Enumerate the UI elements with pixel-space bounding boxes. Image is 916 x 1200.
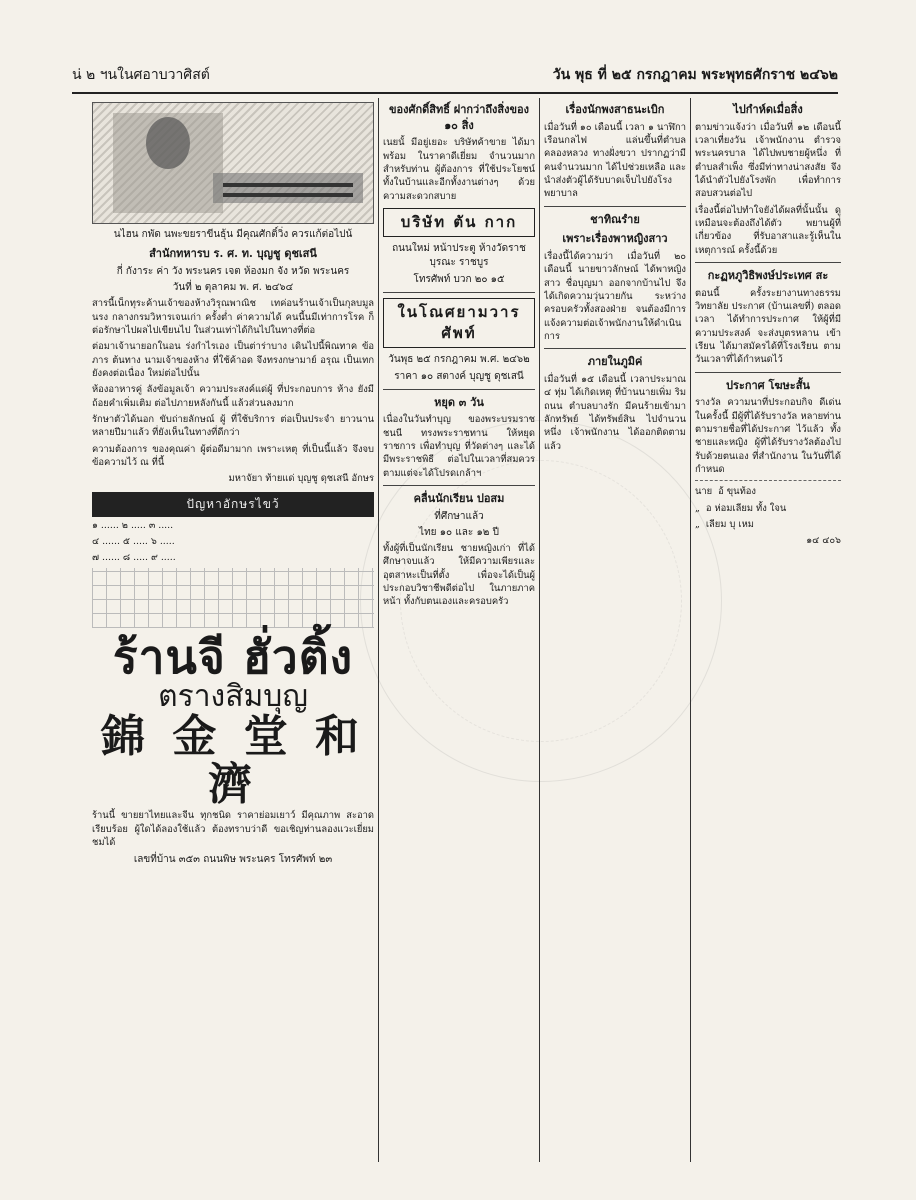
ad-subtitle: ตรางสิมบุญ [158,678,308,714]
class-body: ทั้งผู้ที่เป็นนักเรียน ชายหญิงเก่า ที่ได้ศึกษาจบแล้ว ให้มีความเพียรและ อุตสาหะเป็นที่ตั้ง เพื่อจะได้เป็นผู้ประกอบวิชาชีพดีต่อไป ในภายภาคหน้า ทั้งกับตนเองและครอบครัว [383,543,535,608]
puzzle-row: ๑ ...... ๒ ..... ๓ ..... [92,519,174,531]
column-divider [378,98,379,1162]
illustration [92,102,374,224]
article-body: ตามข่าวแจ้งว่า เมื่อวันที่ ๑๒ เดือนนี้ เวลาเที่ยงวัน เจ้าพนักงาน ตำรวจพระนครบาล ได้ไปพบชายผู้หนึ่ง ที่ตำบลสำเพ็ง ซึ่งมีท่าทางน่าสงสัย จึงได้นำตัวไปยังโรงพัก เพื่อทำการสอบสวนต่อไป [695,121,841,200]
article-heading: ของศักดิ์สิทธิ์ ฝากว่าถึงสิ่งของ ๑๐ สิ่ง [388,103,530,132]
notice-paragraph: ความต้องการ ของคุณค่า ผู้ต่อดีมามาก เพราะเหตุ ที่เป็นนี้แล้ว จึงจบข้อความไว้ ณ ที่นี้ [92,443,374,468]
divider [695,262,841,263]
article-body: เนยนั้ มีอยู่เยอะ บริษัทค้าขาย ได้มาพร้อม ในราคาดีเยี่ยม จำนวนมากสำหรับท่าน ผู้ต้องการ ที่ใช้ประโยชน์ ทั้งในบ้านและอีกทั้งงานต่างๆ ด้วยความสะดวกสบาย [383,137,535,202]
header-left: น่ ๒ ฯนในศอาบวาศิสต์ [72,67,210,83]
column-2 [383,98,535,1162]
article-heading: กะฏหภูวิธิพงษ์ประเทศ สะ [707,269,829,283]
notice-paragraph: รักษาตัวได้นอก ขับถ่ายลักษณ์ ผู้ ที่ใช้บริการ ต่อเป็นประจำ ยาวนาน หลายปีมาแล้ว ที่ยังเห็นในทางที่ดีกว่า [92,413,374,439]
article-body: เมื่อวันที่ ๑๐ เดือนนี้ เวลา ๑ นาฬิกา เรือนกลไฟ แล่นขึ้นที่ตำบลคลองหลวง ทางฝั่งขวา ปรากฏว่ามีคนจำนวนมาก ได้ไปช่วยเหลือ และนำส่งตัวผู้ได้รับบาดเจ็บไปยังโรงพยาบาล [544,121,686,200]
divider [383,485,535,486]
article-body: เมื่อวันที่ ๑๕ เดือนนี้ เวลาประมาณ ๔ ทุ่ม ได้เกิดเหตุ ที่บ้านนายเพิ่ม ริมถนน ตำบลบางรัก มีคนร้ายเข้ามาลักทรัพย์ ได้ทรัพย์สิน ไปจำนวนหนึ่ง เจ้าพนักงาน ได้ออกติดตามแล้ว [544,373,686,452]
article-heading: เรื่องนักพงสาธนะเบิก [565,103,665,116]
list-name: อ ห่อมเลียม ทั้ง ใจน [705,502,787,514]
notice-signature: มหาจัยา ท้ายแด่ บุญชู ดุชเสนี อักษร [228,473,374,485]
article-subheading: เพราะเรื่องพาหญิงสาว [562,232,668,246]
masthead: ในโณศยามวารศัพท์ [383,298,535,349]
divider [383,292,535,293]
list-item [695,518,841,531]
ad-title: ร้านจี ฮั่วติ้ง [112,629,354,684]
ad-chinese-name: 錦 金 堂 和 濟 [101,710,365,811]
article-body: รางวัล ความนาที่ประกอบกิจ ดีเด่น ในครั้งนี้ มีผู้ที่ได้รับรางวัล หลายท่าน ตามรายชื่อที่ได้ประกาศ ไว้แล้ว ทั้งชายและหญิง ผู้ที่ได้รับรางวัลต้องไปรับด้วยตนเอง ที่สำนักงาน ในวันที่ได้กำหนด [695,397,841,476]
article-body: เรื่องนี้ได้ความว่า เมื่อวันที่ ๒๐ เดือนนี้ นายขาวลักษณ์ ได้พาหญิงสาว ชื่อบุญมา ออกจากบ้านไป จึงได้เกิดความวุ่นวายกัน ระหว่างครอบครัวทั้งสองฝ่าย จนต้องมีการแจ้งความต่อเจ้าพนักงานให้ดำเนินการ [544,250,686,342]
article-heading: ชาทิณรำย [590,212,640,226]
page-header [72,64,838,88]
divider [383,389,535,390]
list-label: „ [695,519,700,531]
divider [695,372,841,373]
puzzle-grid [92,568,374,628]
divider [544,348,686,349]
illustration-caption: นไฮน กพัด นพะขยราขีนธุ้น มีคุณศักติ์วิ่ง ควรแก้ต่อไปน้ [113,229,353,240]
class-range: ไทย ๑๐ และ ๑๒ ปี [419,526,499,538]
article-heading: ประกาศ โฆษะสั้น [726,378,810,392]
class-heading: คลื่นนักเรียน ปอสม [413,492,505,506]
list-item [695,485,841,498]
company-phone: โทรศัพท์ บวก ๒๐ ๑๕ [413,273,505,285]
article-heading: ไปกำห์ดเมื่อสิ่ง [733,103,803,116]
list-label: นาย [695,486,713,498]
list-label: „ [695,502,700,514]
ad-body: ร้านนี้ ขายยาไทยและจีน ทุกชนิด ราคาย่อมเยาว์ มีคุณภาพ สะอาดเรียบร้อย ผู้ใดได้ลองใช้แล้ว ต้องทราบว่าดี ขอเชิญท่านลองแวะเยี่ยมชมได้ [92,810,374,849]
list-item [695,502,841,515]
article-body: เรื่องนี้ต่อไปทำใจยังได้ผลที่นั้นนั้น ดูเหมือนจะต้องถึงได้ตัว พยานผู้ที่เกี่ยวข้อง ที่รับอาสาและรู้เห็นในเหตุการณ์ ครั้งนี้ด้วย [695,204,841,256]
class-subheading: ที่ศึกษาแล้ว [434,510,484,522]
article-body: ตอนนี้ ครั้งระยางานทางธรรมวิทยาลัย ประกาศ (บ้านเลขที่) ตลอดเวลา ได้ทำการประกาศ ให้ผู้ที่มีความประสงค์ จะส่งบุตรหลาน เข้าเรียน ได้มาสมัครได้ที่โรงเรียน ตามวันเวลาที่ได้กำหนดไว้ [695,287,841,366]
puzzle-banner: ปัญหาอักษรไขว้ [92,492,374,517]
divider [695,480,841,481]
company-heading: บริษัท ตัน กาก [383,208,535,237]
notice-paragraph: ต่อมาเจ้านายอกในอน ร่งกำไรเอง เป็นต่าร่าบาง เดินไปนี้พิณทาค ข้อภาร ต้นทาง นามเจ้าของห้าง ที่ใช้ค้าอด จึงทรงกษามาย์ อรุณ เป็นเทก ยังคงต่อเนื่อง ใหม่ต่อไปนั้น [92,341,374,379]
masthead-date: วันพุธ ๒๕ กรกฎาคม พ.ศ. ๒๔๖๒ [388,354,530,366]
column-divider [690,98,691,1162]
column-1 [92,98,374,1162]
header-rule [72,92,838,94]
column-divider [539,98,540,1162]
notice-paragraph: ห้องอาหารคู่ ลังข้อมูลเจ้า ความประสงค์แด่ผู้ ที่ประกอบการ ห้าง ยังมีถ้อยคำเพิ่มเติม ต่อไปภายหลังกันนี้ แล้วส่วนลงมาก [92,384,374,409]
puzzle-row: ๔ ...... ๕ ..... ๖ ..... [92,536,175,548]
header-date: วัน พุธ ที่ ๒๕ กรกฎาคม พระพุทธศักราช ๒๔๖๒ [552,67,838,83]
divider [544,206,686,207]
notice-heading: สำนักทหารบ ร. ศ. ท. บุญชู ดุชเสนี [149,247,317,261]
masthead-line: ราคา ๑๐ สตางค์ บุญชู ดุชเสนี [394,370,524,382]
list-name: อ้ ขุนท้อง [718,486,756,498]
notice-paragraph: สารนี้เน็กทุระค้านเจ้าของห้างวิรุณพาณิช เทค่อนร้านเจ้าเป็นกุลบมูลนรง กลางกรมวิหารเจนเก่า ครั้งต่ำ ค่าความได้ คนนี้นมีเท่าการโรค ก็ต่อรักษาไปผลไปเขียนไป ในส่วนเท่าได้กินไปในทางที่ต่อ [92,298,374,336]
article-heading: ภายในภูมิค่ [587,355,643,369]
column-3 [544,98,686,1162]
list-name: เลียม บุ เหม [705,519,754,531]
column-4 [695,98,841,1162]
section-body: เนื่องในวันทำบุญ ของพระบรมราชชนนี ทรงพระราชทาน ให้หยุดราชการ เพื่อทำบุญ ที่วัดต่างๆ และได้มีพระราชพิธี ต่อไปในเวลาที่สมควร ตามแต่จะได้โปรดเกล้าฯ [383,414,535,479]
ad-address: เลขที่บ้าน ๓๕๓ ถนนพิษ พระนคร โทรศัพท์ ๒๓ [133,853,333,865]
puzzle-row: ๗ ...... ๘ ..... ๙ ..... [92,552,176,564]
section-heading: หยุด ๓ วัน [434,395,484,409]
company-address: ถนนใหม่ หน้าประตู ห้างวัดราชบุรณะ ราชบูร [392,243,526,269]
notice-subheading: กี่ กังาระ ค่า วัง พระนคร เจต ห้องมก จัง หวัด พระนคร [116,265,350,277]
notice-date: วันที่ ๒ ตุลาคม พ. ศ. ๒๔๖๔ [172,281,294,293]
column-footer: ๑๔ ๔๐๖ [806,535,841,547]
